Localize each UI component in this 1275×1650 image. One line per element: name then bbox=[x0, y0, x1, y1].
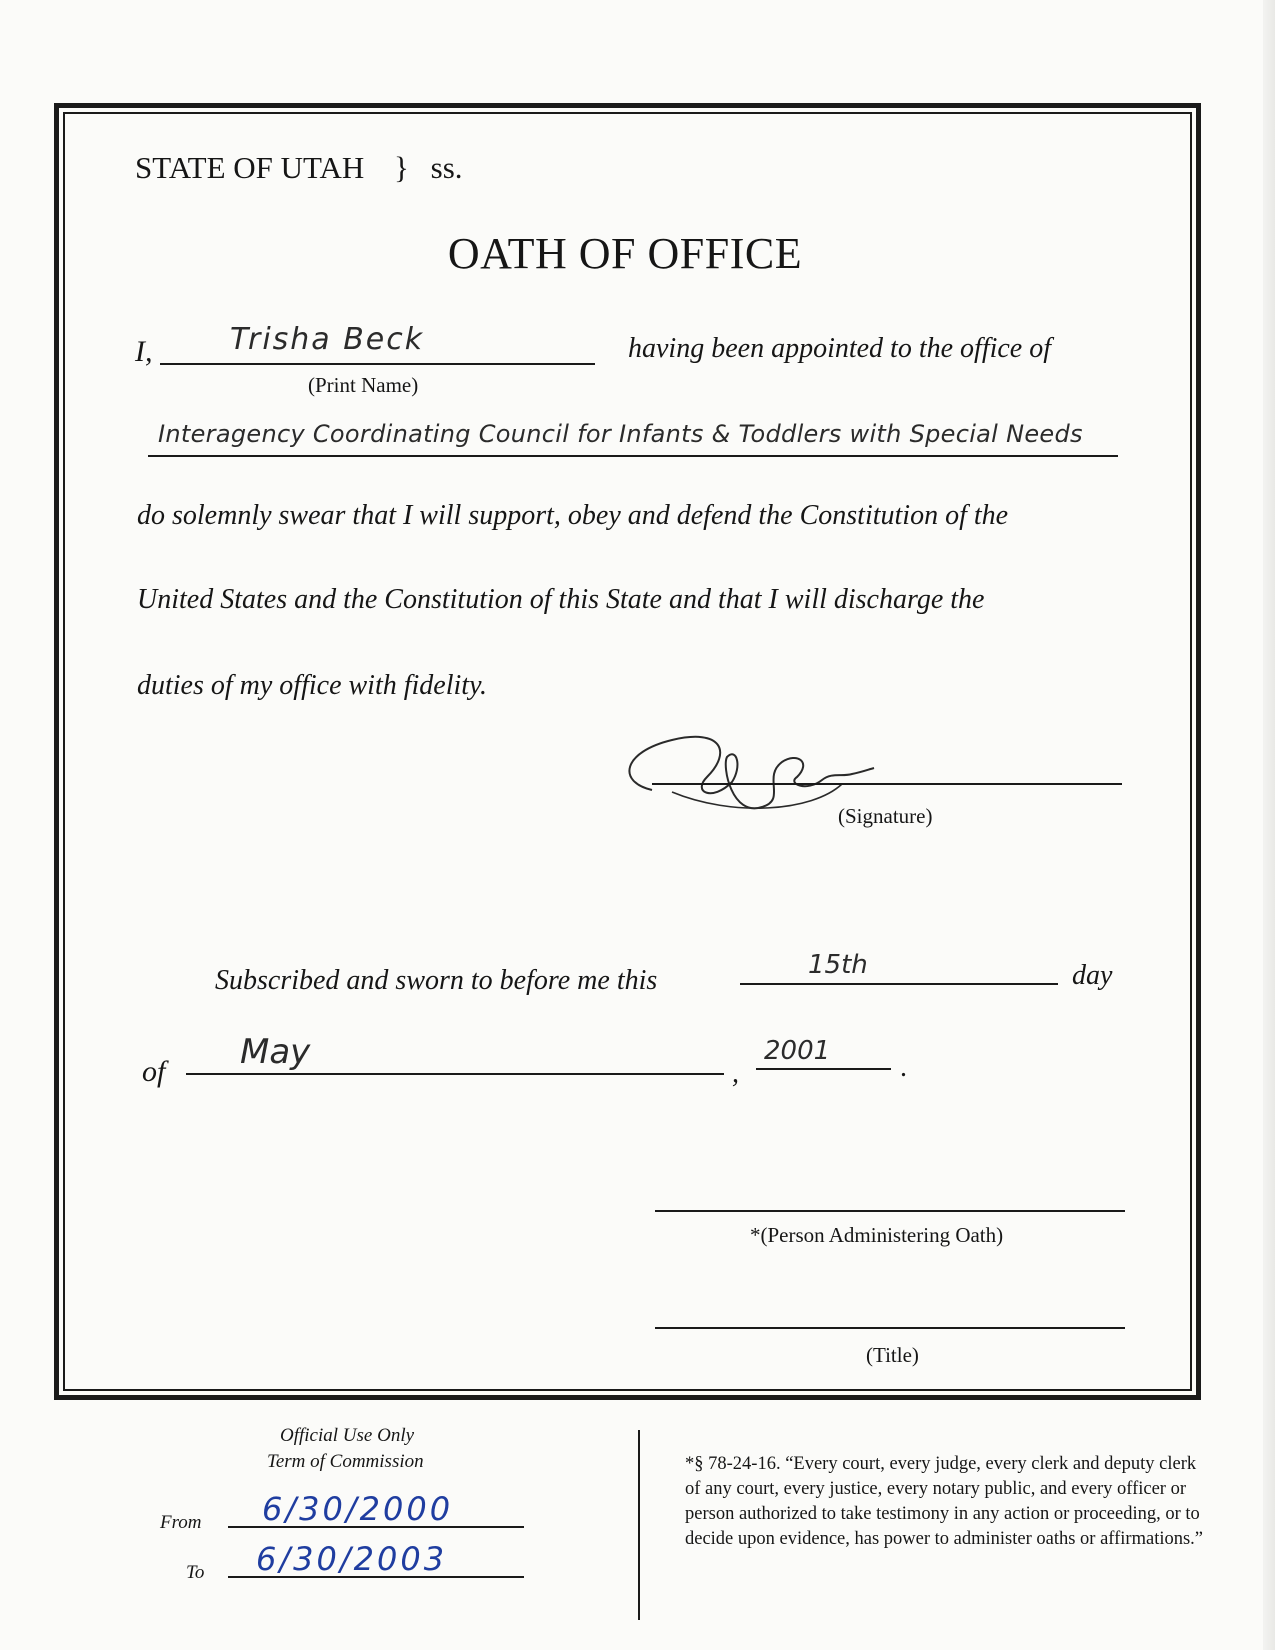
office-line bbox=[148, 455, 1118, 457]
term-heading: Term of Commission bbox=[267, 1451, 424, 1472]
signature-label: (Signature) bbox=[838, 804, 933, 828]
from-label: From bbox=[160, 1512, 202, 1533]
signature-line bbox=[652, 783, 1122, 785]
statute-note: *§ 78-24-16. “Every court, every judge, every clerk and deputy clerk of any court, every justice, every notary public, and every officer or person authorized to take testimony in any action or proceeding, or to decide upon evidence, has power to administer oaths or affirmations.” bbox=[685, 1454, 1204, 1549]
oath-line-3: duties of my office with fidelity. bbox=[137, 670, 487, 701]
from-value[interactable]: 6/30/2000 bbox=[262, 1490, 454, 1528]
print-name-value[interactable]: Trisha Beck bbox=[230, 322, 425, 357]
year-value[interactable]: 2001 bbox=[764, 1036, 831, 1066]
oath-line-1: do solemnly swear that I will support, obey and defend the Constitution of the bbox=[137, 500, 1009, 531]
state-heading bbox=[135, 150, 463, 186]
day-value[interactable]: 15th bbox=[808, 950, 868, 980]
period: . bbox=[900, 1052, 907, 1083]
appointed-text: having been appointed to the office of bbox=[628, 333, 1052, 364]
official-use-heading: Official Use Only bbox=[280, 1425, 415, 1446]
day-line bbox=[740, 983, 1058, 985]
brace: } bbox=[394, 150, 409, 185]
administrator-line bbox=[655, 1210, 1125, 1212]
page-edge bbox=[1263, 0, 1275, 1650]
page-title: OATH OF OFFICE bbox=[447, 229, 803, 278]
year-line bbox=[756, 1068, 891, 1070]
ss-label: ss. bbox=[430, 150, 463, 185]
comma: , bbox=[732, 1058, 739, 1089]
day-label: day bbox=[1072, 960, 1113, 991]
month-line bbox=[186, 1073, 724, 1075]
state-name: STATE OF UTAH bbox=[135, 150, 365, 185]
title-line bbox=[655, 1327, 1125, 1329]
of-label: of bbox=[142, 1055, 166, 1088]
month-value[interactable]: May bbox=[240, 1032, 311, 1072]
title-label: (Title) bbox=[866, 1343, 919, 1367]
to-label: To bbox=[186, 1562, 205, 1583]
pronoun: I, bbox=[135, 335, 153, 368]
to-value[interactable]: 6/30/2003 bbox=[256, 1540, 448, 1578]
oath-line-2: United States and the Constitution of this State and that I will discharge the bbox=[137, 584, 985, 615]
administrator-label: *(Person Administering Oath) bbox=[750, 1223, 1004, 1247]
print-name-line bbox=[160, 363, 595, 365]
print-name-label: (Print Name) bbox=[308, 373, 419, 397]
subscribed-text: Subscribed and sworn to before me this bbox=[215, 965, 658, 996]
section-divider bbox=[638, 1430, 640, 1620]
office-value[interactable]: Interagency Coordinating Council for Infants & Toddlers with Special Needs bbox=[158, 420, 1083, 448]
